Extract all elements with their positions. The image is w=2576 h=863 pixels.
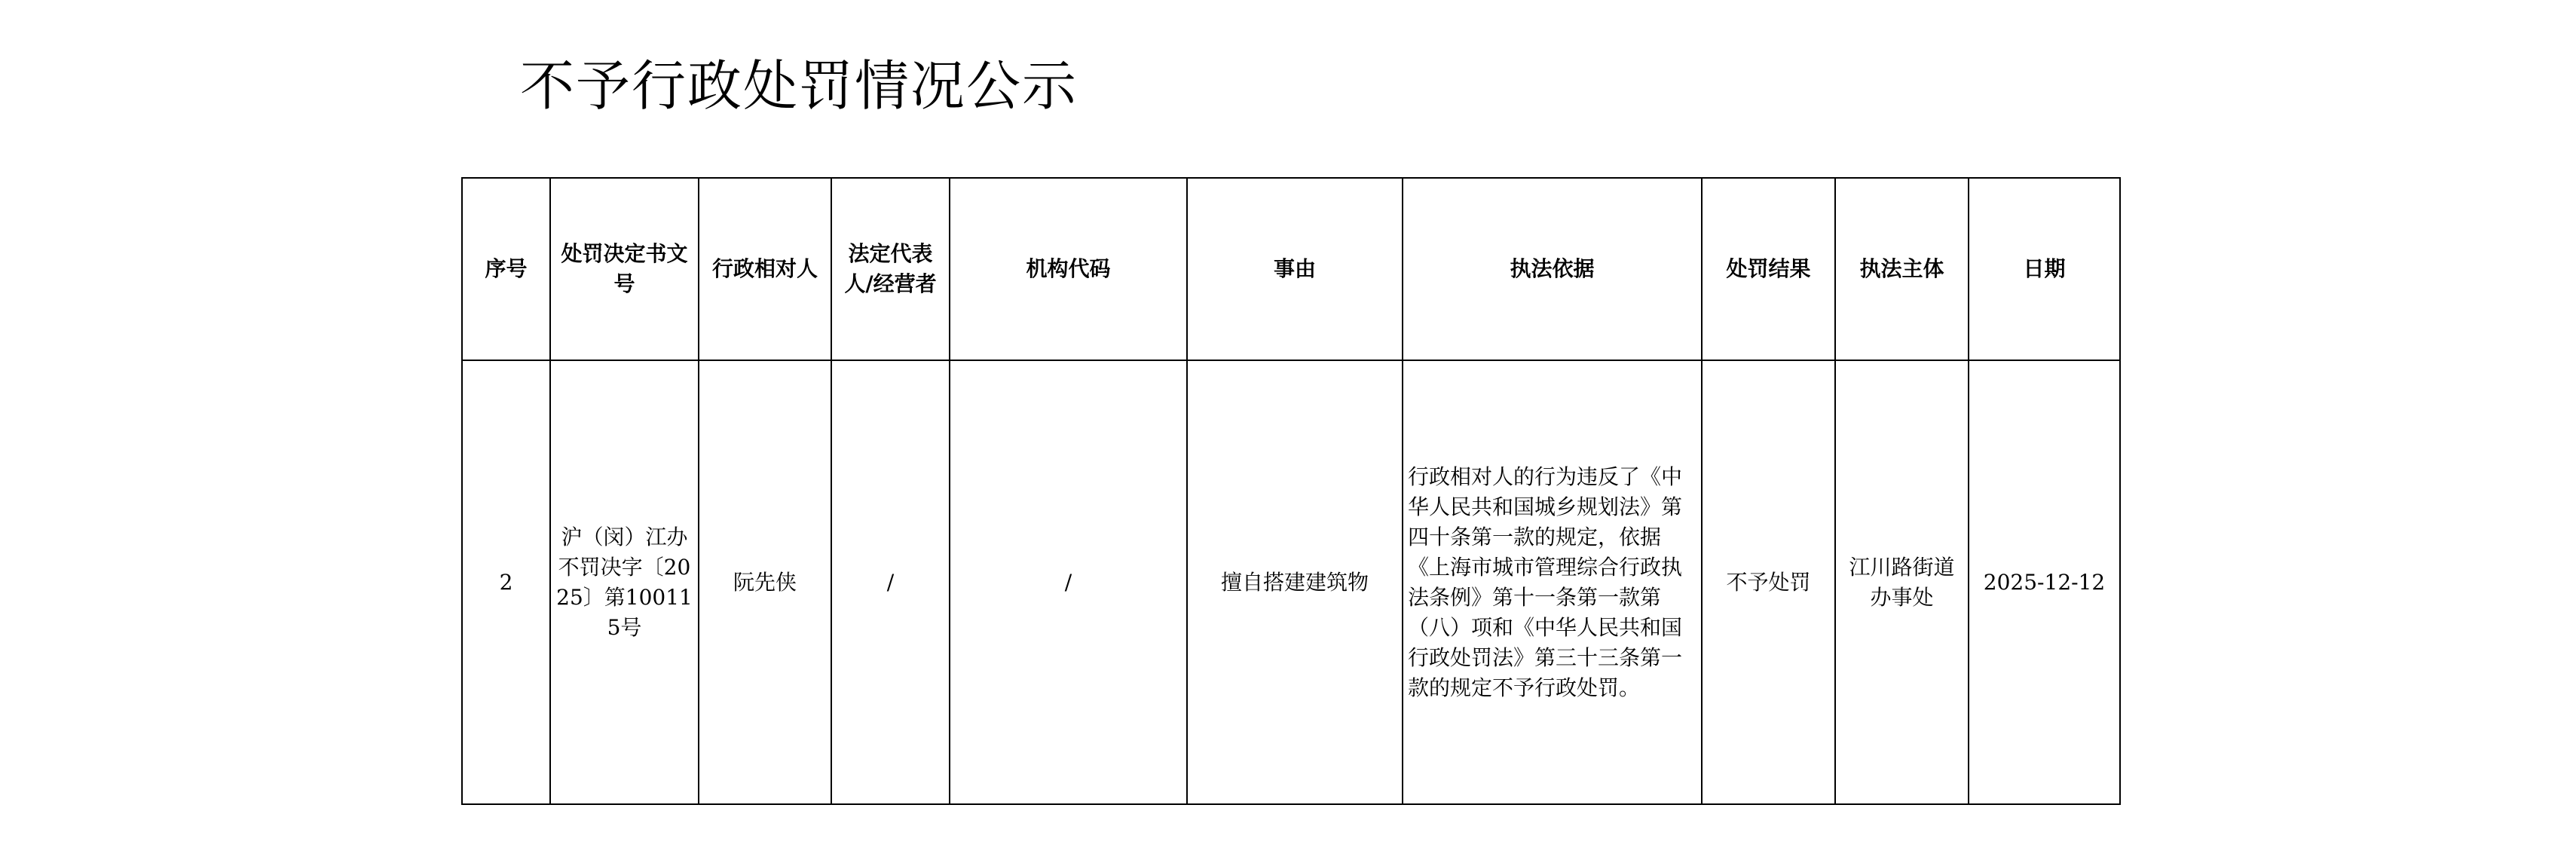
header-date: 日期	[1969, 178, 2120, 360]
header-legal-rep: 法定代表人/经营者	[831, 178, 950, 360]
cell-date: 2025-12-12	[1969, 360, 2120, 804]
cell-authority: 江川路街道办事处	[1835, 360, 1969, 804]
header-authority: 执法主体	[1835, 178, 1969, 360]
table-row	[462, 360, 2120, 804]
cell-org-code: /	[950, 360, 1187, 804]
notice-table	[461, 177, 2121, 805]
header-result: 处罚结果	[1702, 178, 1835, 360]
cell-cause: 擅自搭建建筑物	[1187, 360, 1403, 804]
cell-basis: 行政相对人的行为违反了《中华人民共和国城乡规划法》第四十条第一款的规定，依据《上海市城市管理综合行政执法条例》第十一条第一款第（八）项和《中华人民共和国行政处罚法》第三十三条第一款的规定不予行政处罚。	[1403, 360, 1702, 804]
header-org-code: 机构代码	[950, 178, 1187, 360]
header-doc-no: 处罚决定书文号	[550, 178, 699, 360]
header-cause: 事由	[1187, 178, 1403, 360]
header-party: 行政相对人	[699, 178, 831, 360]
cell-party: 阮先侠	[699, 360, 831, 804]
cell-result: 不予处罚	[1702, 360, 1835, 804]
header-seq: 序号	[462, 178, 550, 360]
header-basis: 执法依据	[1403, 178, 1702, 360]
cell-doc-no: 沪（闵）江办不罚决字〔2025〕第100115号	[550, 360, 699, 804]
cell-legal-rep: /	[831, 360, 950, 804]
table-header-row	[462, 178, 2120, 360]
cell-seq: 2	[462, 360, 550, 804]
page-title: 不予行政处罚情况公示	[519, 54, 1078, 118]
